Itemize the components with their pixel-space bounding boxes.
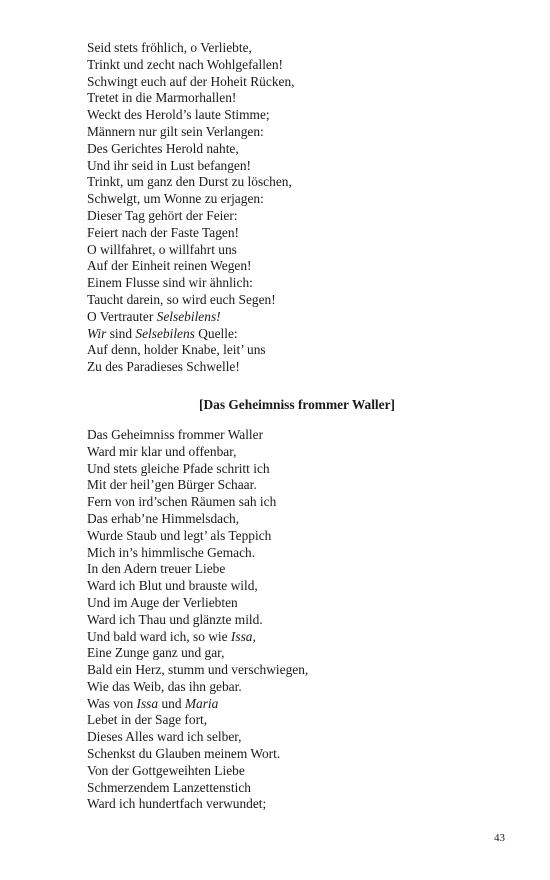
line-text: Eine Zunge ganz und gar, (87, 645, 225, 661)
line-text: Auf der Einheit reinen Wegen! (87, 258, 252, 274)
line-text: sind (106, 325, 136, 341)
line-text: Weckt des Herold’s laute Stimme; (87, 107, 270, 123)
poem-line (87, 612, 507, 629)
poem-line (87, 645, 507, 662)
italic-text: Issa (136, 695, 159, 711)
poem-line (87, 326, 507, 343)
poem-line (87, 561, 507, 578)
poem-line (87, 494, 507, 511)
line-text: Fern von ird’schen Räumen sah ich (87, 494, 277, 510)
poem-second (87, 427, 507, 813)
line-text: Einem Flusse sind wir ähnlich: (87, 275, 253, 291)
line-text: Ward mir klar und offenbar, (87, 443, 237, 459)
poem-line (87, 679, 507, 696)
poem-line (87, 90, 507, 107)
page-number: 43 (494, 832, 505, 844)
poem-line (87, 511, 507, 528)
line-text: Schmerzendem Lanzettenstich (87, 779, 251, 795)
page-content (87, 40, 507, 813)
line-text: Lebet in der Sage fort, (87, 712, 208, 728)
poem-line (87, 174, 507, 191)
italic-text: Selsebilens! (156, 308, 221, 324)
poem-line (87, 444, 507, 461)
poem-line (87, 57, 507, 74)
line-text: Zu des Paradieses Schwelle! (87, 359, 240, 375)
poem-heading: [Das Geheimniss frommer Waller] (199, 396, 395, 412)
poem-line (87, 242, 507, 259)
line-text: Trinkt, um ganz den Durst zu löschen, (87, 174, 292, 190)
poem-line (87, 225, 507, 242)
line-text: Wie das Weib, das ihn gebar. (87, 678, 242, 694)
poem-line (87, 729, 507, 746)
line-text: Seid stets fröhlich, o Verliebte, (87, 40, 252, 55)
poem-line (87, 578, 507, 595)
poem-line (87, 309, 507, 326)
poem-line (87, 191, 507, 208)
poem-line (87, 461, 507, 478)
line-text: Mich in’s himmlische Gemach. (87, 544, 256, 560)
line-text: Taucht darein, so wird euch Segen! (87, 291, 276, 307)
poem-line (87, 746, 507, 763)
poem-line (87, 124, 507, 141)
line-text: Männern nur gilt sein Verlangen: (87, 123, 264, 139)
poem-line (87, 662, 507, 679)
line-text: Was von (87, 695, 137, 711)
line-text: Auf denn, holder Knabe, leit’ uns (87, 342, 266, 358)
poem-line (87, 712, 507, 729)
poem-line (87, 796, 507, 813)
line-text: Das Geheimniss frommer Waller (87, 426, 264, 442)
poem-line (87, 258, 507, 275)
poem-line (87, 292, 507, 309)
line-text: Tretet in die Marmorhallen! (87, 90, 237, 106)
poem-line (87, 595, 507, 612)
poem-line (87, 359, 507, 376)
poem-line (87, 528, 507, 545)
poem-line (87, 208, 507, 225)
line-text: Ward ich Thau und glänzte mild. (87, 611, 263, 627)
poem-line (87, 427, 507, 444)
poem-line (87, 158, 507, 175)
line-text: Dieser Tag gehört der Feier: (87, 207, 238, 223)
line-text: Und ihr seid in Lust befangen! (87, 157, 251, 173)
poem-line (87, 107, 507, 124)
line-text: O willfahret, o willfahrt uns (87, 241, 237, 257)
italic-text: Maria (184, 695, 219, 711)
line-text: Schwingt euch auf der Hoheit Rücken, (87, 73, 295, 89)
poem-line (87, 74, 507, 91)
poem-line (87, 629, 507, 646)
line-text: Des Gerichtes Herold nahte, (87, 140, 239, 156)
poem-line (87, 545, 507, 562)
poem-line (87, 780, 507, 797)
line-text: Dieses Alles ward ich selber, (87, 729, 242, 745)
line-text: Ward ich Blut und brauste wild, (87, 578, 258, 594)
poem-line (87, 141, 507, 158)
line-text: Schwelgt, um Wonne zu erjagen: (87, 191, 264, 207)
line-text: Und im Auge der Verliebten (87, 594, 238, 610)
italic-text: Wir (87, 325, 107, 341)
poem-first (87, 40, 507, 376)
poem-line (87, 763, 507, 780)
line-text: In den Adern treuer Liebe (87, 561, 226, 577)
line-text: Das erhab’ne Himmelsdach, (87, 510, 240, 526)
italic-text: Issa, (230, 628, 256, 644)
line-text: Feiert nach der Faste Tagen! (87, 224, 240, 240)
line-text: Und bald ward ich, so wie (87, 628, 231, 644)
line-text: Quelle: (194, 325, 238, 341)
poem-line (87, 40, 507, 57)
line-text: Mit der heil’gen Bürger Schaar. (87, 477, 257, 493)
line-text: Von der Gottgeweihten Liebe (87, 762, 245, 778)
poem-line (87, 477, 507, 494)
line-text: Trinkt und zecht nach Wohlgefallen! (87, 56, 284, 72)
poem-line (87, 342, 507, 359)
line-text: Und stets gleiche Pfade schritt ich (87, 460, 270, 476)
poem-line (87, 696, 507, 713)
line-text: Schenkst du Glauben meinem Wort. (87, 746, 281, 762)
italic-text: Selsebilens (135, 325, 195, 341)
line-text: und (158, 695, 185, 711)
line-text: Wurde Staub und legt’ als Teppich (87, 527, 272, 543)
line-text: O Vertrauter (87, 308, 157, 324)
line-text: Ward ich hundertfach verwundet; (87, 796, 267, 812)
line-text: Bald ein Herz, stumm und verschwiegen, (87, 662, 309, 678)
poem-line (87, 275, 507, 292)
